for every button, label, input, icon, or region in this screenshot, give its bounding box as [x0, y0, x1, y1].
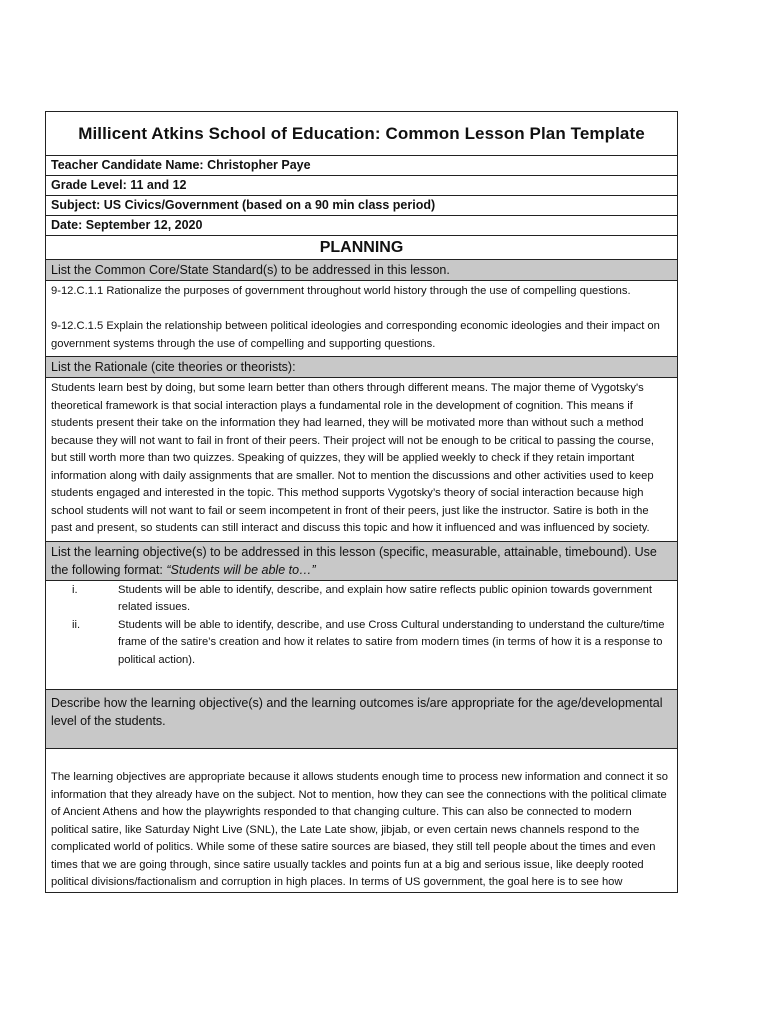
standard-item: 9-12.C.1.1 Rationalize the purposes of government throughout world history through the use of compelling questions.: [51, 285, 631, 297]
list-item-number: i.: [72, 583, 78, 596]
date: Date: September 12, 2020: [46, 216, 677, 236]
planning-heading: PLANNING: [46, 236, 677, 260]
list-item-number: ii.: [72, 618, 81, 631]
objectives-prompt-text: List the learning objective(s) to be addressed in this lesson (specific, measurable, attainable, timebound). Use the following format:: [51, 544, 657, 577]
grade-level: Grade Level: 11 and 12: [46, 176, 677, 196]
rationale-prompt: List the Rationale (cite theories or theorists):: [46, 357, 677, 378]
list-item-text: Students will be able to identify, describe, and use Cross Cultural understanding to understand the culture/time frame of the satire’s creation and how it relates to satire from modern times (in terms of how it is a response to political action).: [118, 618, 665, 666]
teacher-name: Teacher Candidate Name: Christopher Paye: [46, 156, 677, 176]
appropriateness-body: The learning objectives are appropriate because it allows students enough time to process new information and connect it so information that they already have on the subject. Not to mention, how they can see the connections with the political climate of Ancient Athens and how the playwrights responded to that changing culture. This can also be connected to modern political satire, like Saturday Night Live (SNL), the Late Late show, jibjab, or even certain news channels respond to the complicated world of politics. While some of these satire sources are biased, they still tell people about the times and even times that we are going through, since satire usually tackles and points fun at a big and serious issue, like deeply rooted political divisions/factionalism and corruption in high places. In terms of US government, the goal here is to see how: [51, 771, 668, 888]
subject: Subject: US Civics/Government (based on a 90 min class period): [46, 196, 677, 216]
objectives-prompt: [46, 542, 677, 581]
objectives-format: “Students will be able to…”: [166, 562, 316, 577]
lesson-plan-table: [45, 111, 678, 893]
standard-item: 9-12.C.1.5 Explain the relationship between political ideologies and corresponding economic ideologies and their impact on government systems through the use of compelling and supporting questions.: [51, 320, 660, 350]
list-item-text: Students will be able to identify, describe, and explain how satire reflects public opinion towards government related issues.: [118, 583, 652, 613]
appropriateness-prompt: Describe how the learning objective(s) and the learning outcomes is/are appropriate for the age/developmental level of the students.: [46, 690, 677, 749]
objectives-list: [46, 581, 677, 691]
list-item: [51, 582, 672, 617]
document-title: Millicent Atkins School of Education: Common Lesson Plan Template: [46, 112, 677, 156]
rationale-body: Students learn best by doing, but some learn better than others through different means. The major theme of Vygotsky's theoretical framework is that social interaction plays a fundamental role in the development of cognition. This means if students present their take on the information they had learned, they will be motivated more than without such a method because they will not want to fail in front of their peers. Their project will not be enough to be critical to passing the course, but still worth more than two quizzes. Speaking of quizzes, they will be applied weekly to check if they retain important information along with daily assignments that are smaller. Not to mention the discussions and other activities used to keep students engaged and interested in the topic. This method supports Vygotsky’s theory of social interaction because high school students will not want to fail or seem incompetent in front of their peers, just like the instructor. Satire is both in the past and present, so students can still interact and discuss this topic and how it influenced and was influenced by society.: [46, 378, 677, 542]
standards-body: [46, 281, 677, 357]
standards-prompt: List the Common Core/State Standard(s) to be addressed in this lesson.: [46, 260, 677, 281]
list-item: [51, 617, 672, 670]
